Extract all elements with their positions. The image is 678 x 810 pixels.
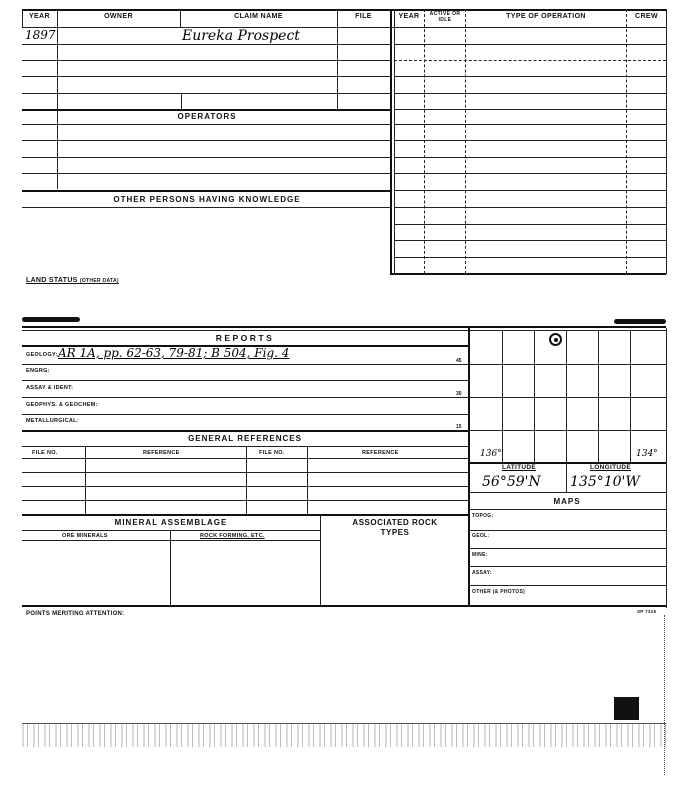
maps-mine: MINE:: [472, 552, 488, 558]
entry-year: 1897: [25, 28, 56, 42]
points-meriting-attention: POINTS MERITING ATTENTION:: [26, 611, 125, 617]
maps-topog: TOPOG:: [472, 513, 494, 519]
maps-geol: GEOL:: [472, 533, 490, 539]
code-45: 45: [456, 358, 462, 364]
rock-forming-label: ROCK FORMING, ETC.: [200, 533, 265, 539]
land-status-label: LAND STATUS (OTHER DATA): [26, 277, 119, 284]
longitude-value: 135°10'W: [570, 474, 640, 490]
maps-assay: ASSAY:: [472, 570, 492, 576]
col-crew: CREW: [635, 13, 658, 20]
code-30: 30: [456, 391, 462, 397]
ore-minerals-label: ORE MINERALS: [62, 533, 108, 539]
maps-title: MAPS: [553, 497, 581, 506]
col-year: YEAR: [28, 13, 51, 20]
registration-mark: [614, 697, 639, 720]
code-15: 15: [456, 424, 462, 430]
torn-edge-left: [22, 317, 80, 322]
longitude-label: LONGITUDE: [590, 464, 631, 471]
gr-file-no-2: FILE NO.: [259, 450, 285, 456]
geology-value: AR 1A, pp. 62-63, 79-81; B 504, Fig. 4: [58, 346, 290, 360]
col-type-of-operation: TYPE OF OPERATION: [506, 13, 586, 20]
torn-edge-right: [614, 319, 666, 324]
associated-rock-types-title: ASSOCIATED ROCK TYPES: [352, 518, 438, 537]
entry-claim-name: Eureka Prospect: [182, 28, 300, 44]
general-references-title: GENERAL REFERENCES: [188, 434, 302, 443]
scan-noise-band: [22, 723, 666, 747]
col-active-idle: ACTIVE OR IDLE: [429, 11, 461, 23]
assay-label: ASSAY & IDENT:: [26, 385, 74, 391]
other-persons-title: OTHER PERSONS HAVING KNOWLEDGE: [113, 195, 301, 204]
mineral-assemblage-title: MINERAL ASSEMBLAGE: [114, 518, 228, 527]
grid-left-degree: 136°: [480, 449, 502, 459]
gr-file-no-1: FILE NO.: [32, 450, 58, 456]
col-claim-name: CLAIM NAME: [234, 13, 283, 20]
col-owner: OWNER: [104, 13, 133, 20]
geology-label: GEOLOGY:: [26, 352, 58, 358]
gr-reference-1: REFERENCE: [143, 450, 180, 456]
col-year-right: YEAR: [398, 13, 420, 20]
metallurgical-label: METALLURGICAL:: [26, 418, 79, 424]
latitude-label: LATITUDE: [502, 464, 537, 471]
location-marker-icon: [549, 333, 562, 346]
form-code: SP 7315: [637, 609, 657, 614]
reports-title: REPORTS: [215, 333, 275, 343]
col-file: FILE: [355, 13, 372, 20]
operators-title: OPERATORS: [177, 112, 237, 121]
geophys-label: GEOPHYS. & GEOCHEM:: [26, 402, 98, 408]
gr-reference-2: REFERENCE: [362, 450, 399, 456]
latitude-value: 56°59'N: [482, 474, 541, 490]
maps-other: OTHER (& PHOTOS): [472, 589, 526, 595]
engrg-label: ENGRG:: [26, 368, 50, 374]
grid-right-degree: 134°: [636, 449, 658, 459]
